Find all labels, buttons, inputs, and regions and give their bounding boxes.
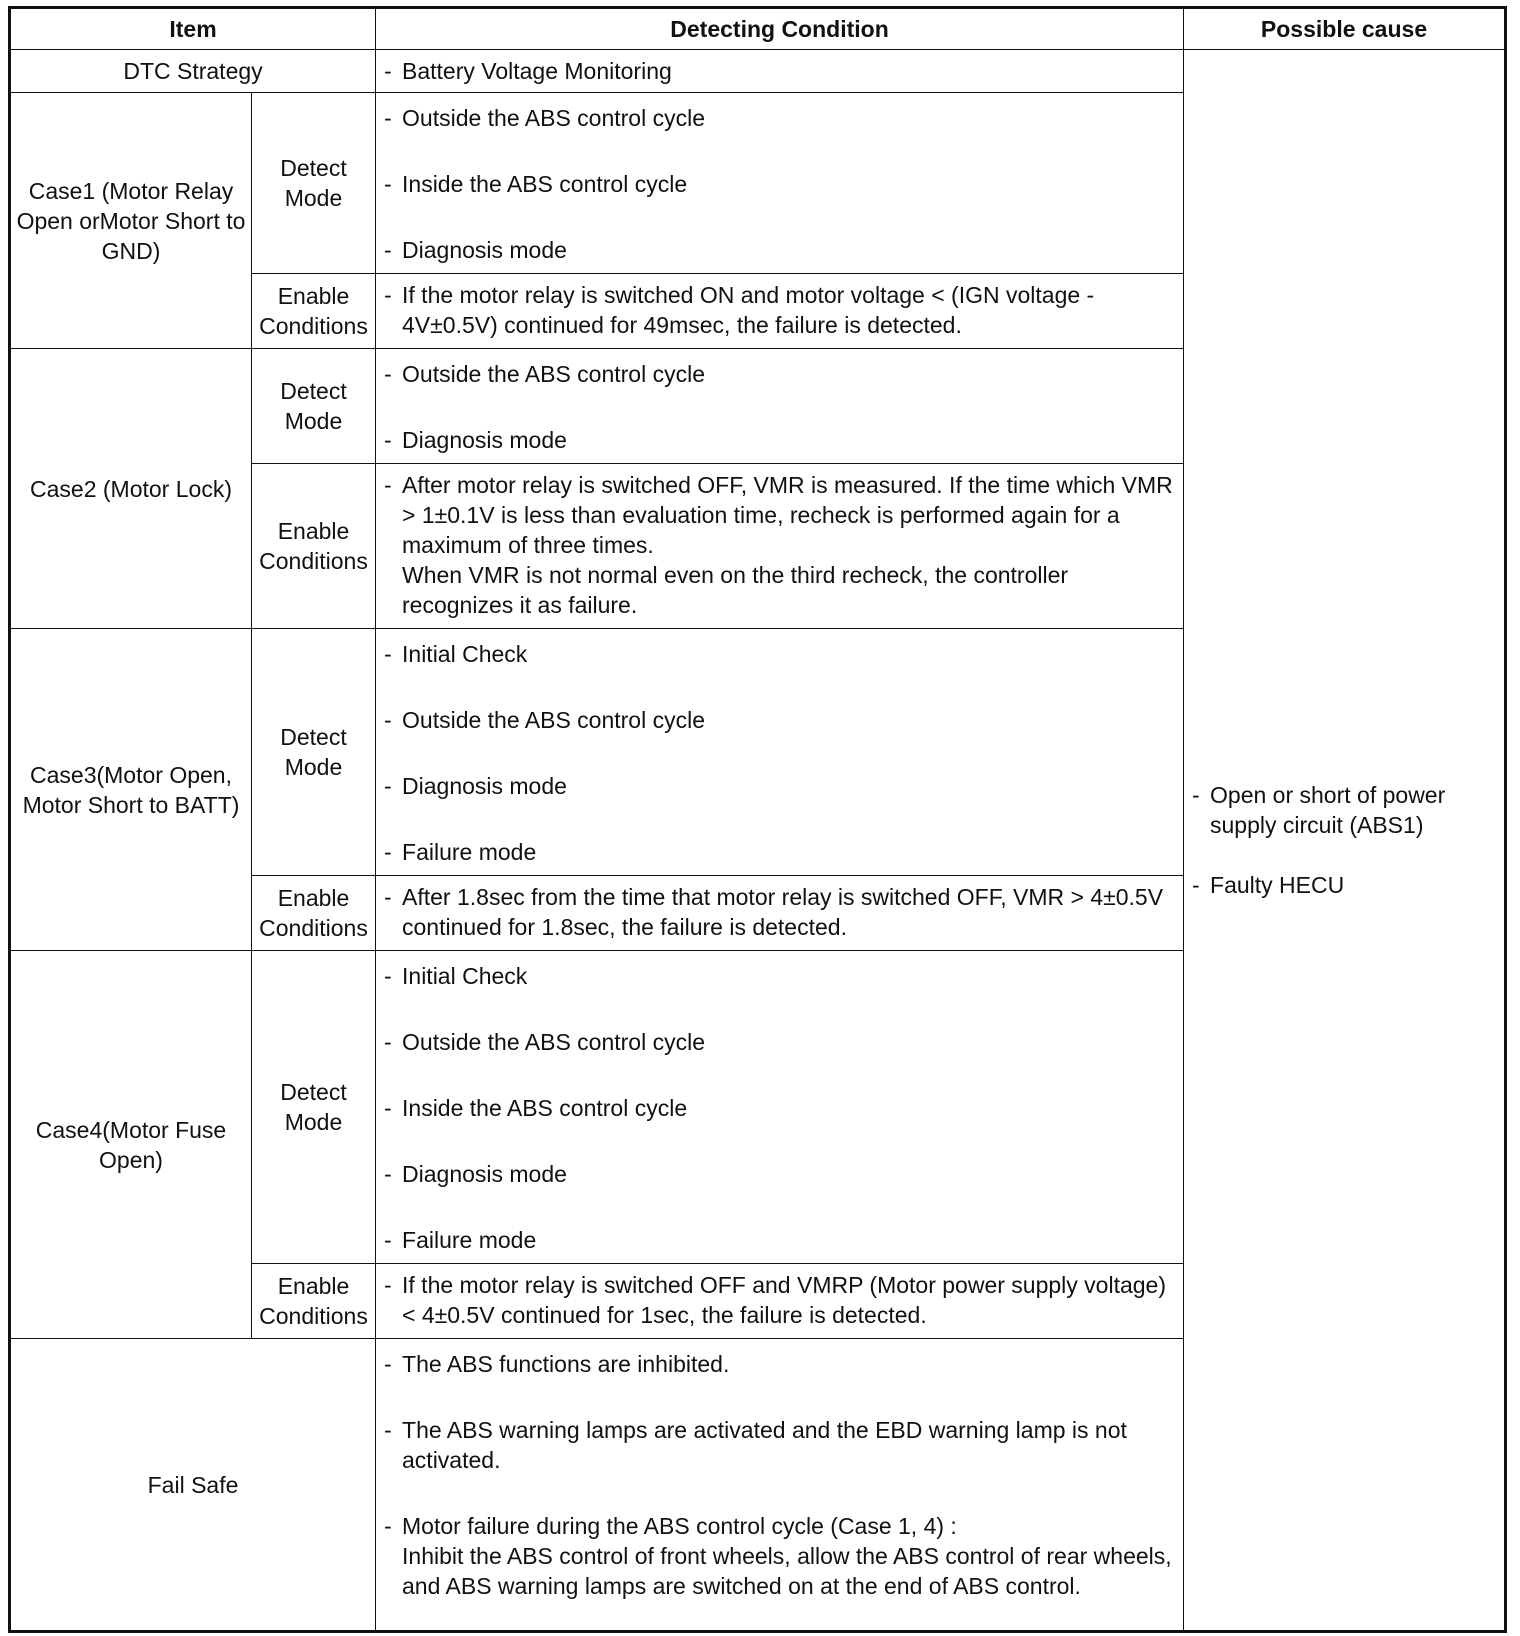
case1-enable-conditions: - If the motor relay is switched ON and motor voltage < (IGN voltage - 4V±0.5V) continued for 49msec, the failure is detected.	[376, 274, 1184, 349]
cause-item: - Open or short of power supply circuit (ABS1)	[1192, 782, 1446, 838]
cause-item: - Faulty HECU	[1192, 872, 1345, 898]
enable-conditions-label: Enable Conditions	[252, 1264, 376, 1339]
strategy-label: DTC Strategy	[10, 50, 376, 93]
case4-enable-conditions: - If the motor relay is switched OFF and VMRP (Motor power supply voltage) < 4±0.5V continued for 1sec, the failure is detected.	[376, 1264, 1184, 1339]
enable-conditions-label: Enable Conditions	[252, 274, 376, 349]
case4-label: Case4(Motor Fuse Open)	[10, 951, 252, 1339]
detect-mode-label: Detect Mode	[252, 349, 376, 464]
header-condition: Detecting Condition	[376, 8, 1184, 50]
case4-detect-conditions: - Initial Check - Outside the ABS control cycle - Inside the ABS control cycle - Diagnosis mode - Failure mode	[376, 951, 1184, 1264]
possible-cause-cell	[1184, 50, 1506, 1632]
case2-label: Case2 (Motor Lock)	[10, 349, 252, 629]
header-cause: Possible cause	[1184, 8, 1506, 50]
detect-mode-label: Detect Mode	[252, 93, 376, 274]
strategy-row	[10, 50, 1506, 93]
detect-mode-label: Detect Mode	[252, 629, 376, 876]
case3-label: Case3(Motor Open, Motor Short to BATT)	[10, 629, 252, 951]
case2-enable-conditions: - After motor relay is switched OFF, VMR is measured. If the time which VMR > 1±0.1V is less than evaluation time, recheck is performed again for a maximum of three times. When VMR is not normal even on the third recheck, the controller recognizes it as failure.	[376, 464, 1184, 629]
enable-conditions-label: Enable Conditions	[252, 876, 376, 951]
case1-detect-conditions: - Outside the ABS control cycle - Inside the ABS control cycle - Diagnosis mode	[376, 93, 1184, 274]
detect-mode-label: Detect Mode	[252, 951, 376, 1264]
dtc-table	[8, 6, 1507, 1633]
strategy-value: - Battery Voltage Monitoring	[376, 50, 1184, 93]
case3-detect-conditions: - Initial Check - Outside the ABS control cycle - Diagnosis mode - Failure mode	[376, 629, 1184, 876]
case2-detect-conditions: - Outside the ABS control cycle - Diagnosis mode	[376, 349, 1184, 464]
case3-enable-conditions: - After 1.8sec from the time that motor relay is switched OFF, VMR > 4±0.5V continued for 1.8sec, the failure is detected.	[376, 876, 1184, 951]
enable-conditions-label: Enable Conditions	[252, 464, 376, 629]
fail-safe-conditions: - The ABS functions are inhibited. - The ABS warning lamps are activated and the EBD warning lamp is not activated. - Motor failure during the ABS control cycle (Case 1, 4) : Inhibit the ABS control of front wheels, allow the ABS control of rear wheels, and ABS warning lamps are switched on at the end of ABS control.	[376, 1339, 1184, 1632]
fail-safe-label: Fail Safe	[10, 1339, 376, 1632]
header-row	[10, 8, 1506, 50]
header-item: Item	[10, 8, 376, 50]
case1-label: Case1 (Motor Relay Open orMotor Short to GND)	[10, 93, 252, 349]
